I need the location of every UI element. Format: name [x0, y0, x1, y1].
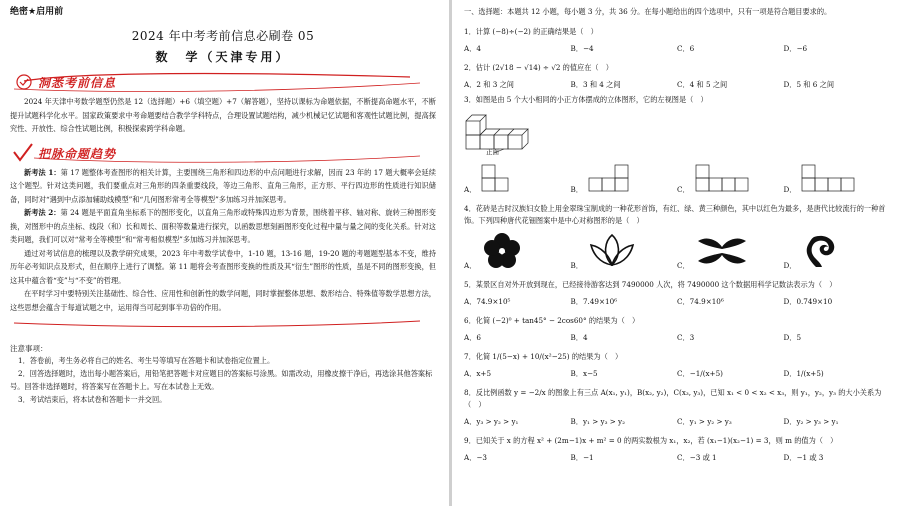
option-b — [571, 163, 678, 195]
option-b: B．y₁ > y₃ > y₂ — [570, 417, 625, 426]
banner-insight-text: 洞悉考前信息 — [38, 76, 117, 90]
lotus-b-icon — [587, 231, 637, 271]
flower-a-icon — [480, 231, 524, 271]
option-d — [784, 163, 891, 195]
view-a-figure — [480, 163, 520, 195]
question-3-solid-figure — [464, 109, 890, 156]
notice-1: 1．答卷前，考生务必将自己的姓名、考生号等填写在答题卡和试卷指定位置上。 — [18, 356, 275, 365]
option-d: D．5 和 6 之间 — [783, 80, 835, 89]
option-d: D．0.749×10 — [783, 297, 833, 306]
option-b: B．4 — [570, 333, 588, 342]
option-a: A．−3 — [464, 453, 487, 462]
option-a: A．2 和 3 之间 — [464, 80, 514, 89]
question-6-options — [464, 333, 890, 343]
option-c-label: C． — [677, 185, 690, 194]
question-7 — [464, 351, 890, 379]
option-c-label: C． — [677, 261, 690, 270]
option-d-label: D． — [783, 261, 797, 270]
right-page — [452, 0, 900, 506]
exam-title: 2024 年中考考前信息必刷卷 05 — [131, 29, 315, 43]
banner-insight — [10, 69, 436, 95]
option-c: C．−3 或 1 — [677, 453, 717, 462]
trend-2 — [10, 206, 436, 247]
question-1 — [464, 26, 890, 54]
option-c: C．6 — [677, 44, 695, 53]
option-a: A．x+5 — [464, 369, 492, 378]
option-c: C．−1/(x+5) — [677, 369, 723, 378]
option-b-label: B． — [570, 185, 583, 194]
view-b-figure — [587, 163, 637, 195]
question-1-options — [464, 44, 890, 54]
banner-trend-text: 把脉命题趋势 — [38, 146, 117, 161]
question-6 — [464, 315, 890, 343]
question-8-stem: 8．反比例函数 y = −2/x 的图象上有三点 A(x₁, y₁)，B(x₂, y₂)，C(x₃, y₃)，已知 x₁ < 0 < x₂ < x₃，则 y₁，y₂，y₃ 的大小关系为（ ） — [464, 388, 882, 409]
question-7-stem: 7．化简 1/(5−x) + 10/(x²−25) 的结果为（ ） — [464, 352, 623, 361]
question-4-options — [464, 231, 890, 271]
secret-label: 绝密★启用前 — [10, 7, 64, 17]
option-a — [464, 231, 571, 271]
option-b: B．−1 — [570, 453, 594, 462]
option-c — [677, 231, 784, 271]
scroll-d-icon — [800, 231, 840, 271]
option-b-label: B． — [570, 261, 583, 270]
question-1-stem: 1．计算 (−8)÷(−2) 的正确结果是（ ） — [464, 27, 598, 36]
option-a — [464, 163, 571, 195]
option-b — [571, 231, 678, 271]
cube-stack-figure — [464, 109, 584, 153]
question-4 — [464, 203, 890, 271]
trend-4: 在平时学习中要特别关注基础性、综合性、应用性和创新性的数学问题，同时掌握整体思想、数形结合、特殊值等数学思想方法，这些思想会蕴含于每道试题之中，运用得当可起到事半功倍的作用。 — [10, 289, 436, 312]
question-5 — [464, 279, 890, 307]
option-c: C．74.9×10⁶ — [677, 297, 724, 306]
trend-1-label: 新考法 1： — [24, 167, 61, 177]
question-7-options — [464, 369, 890, 379]
notice-title: 注意事项： — [10, 344, 48, 353]
cloud-c-icon — [694, 231, 750, 271]
question-8-options — [464, 417, 890, 427]
question-2-options — [464, 80, 890, 90]
trend-3: 通过对考试信息的梳理以及教学研究成果，2023 年中考数学试卷中，1-10 题，13-16 题，19-20 题的考题题型基本不变，维持历年必考知识点及形式，但在顺序上进行了调整。第 11 题将会考查图形变换的性质及其“衍生”图形的性质，虽是不同的图形变换，但这其中蕴含着“变”与“不变”的哲理。 — [10, 248, 436, 285]
banner-trend — [10, 140, 436, 166]
question-2 — [464, 62, 890, 90]
option-c: C．4 和 5 之间 — [677, 80, 728, 89]
section-header: 一、选择题：本题共 12 小题，每小题 3 分，共 36 分。在每小题给出的四个选项中，只有一项是符合题目要求的。 — [464, 7, 832, 16]
notice-2: 2．回答选择题时，选出每小题答案后，用铅笔把答题卡对应题目的答案标号涂黑。如需改动，用橡皮擦干净后，再选涂其他答案标号。回答非选择题时，将答案写在答题卡上。写在本试卷上无效。 — [10, 369, 433, 391]
option-d: D．5 — [783, 333, 802, 342]
question-3-options — [464, 163, 890, 195]
notice-3: 3．考试结束后，将本试卷和答题卡一并交回。 — [18, 395, 167, 404]
option-a: A．y₃ > y₂ > y₁ — [464, 417, 519, 426]
option-d: D．−1 或 3 — [783, 453, 824, 462]
option-c — [677, 163, 784, 195]
question-5-options — [464, 297, 890, 307]
trend-1-text: 第 17 题整体考查图形的相关计算，主要围绕三角形和四边形的中点问题进行求解，因而 23 年的 17 题大概率会延续这个题型。针对这类问题，我们要重点对三角形的四条重要线段，等边三角形、直角三角形，正方形、平行四边形的性质进行知识储备，同时对“遇到中点添加辅助线模型”和“几何图形常考全等模型”多加练习并加深思考。 — [10, 167, 436, 204]
option-d-label: D． — [783, 185, 797, 194]
question-9 — [464, 435, 890, 463]
option-d — [784, 231, 891, 271]
question-8 — [464, 387, 890, 427]
option-b: B．3 和 4 之间 — [570, 80, 621, 89]
question-3-stem: 3．如图是由 5 个大小相同的小正方体摆成的立体图形，它的左视图是（ ） — [464, 95, 708, 104]
divider-swoosh-icon — [10, 319, 430, 329]
view-d-figure — [800, 163, 864, 195]
option-b: B．7.49×10⁶ — [570, 297, 618, 306]
option-a-label: A． — [464, 185, 477, 194]
option-a: A．6 — [464, 333, 481, 342]
option-d: D．−6 — [783, 44, 808, 53]
exam-subtitle: 数 学（天津专用） — [155, 50, 291, 64]
option-c: C．3 — [677, 333, 695, 342]
question-5-stem: 5．某景区自对外开放到现在，已经接待游客达到 7490000 人次，将 7490000 这个数据用科学记数法表示为（ ） — [464, 280, 837, 289]
trend-2-label: 新考法 2： — [24, 208, 61, 217]
option-a-label: A． — [464, 261, 477, 270]
view-c-figure — [694, 163, 758, 195]
question-3 — [464, 94, 890, 195]
option-d: D．y₂ > y₃ > y₁ — [783, 417, 839, 426]
trend-2-text: 第 24 题是平面直角坐标系下的图形变化，以直角三角形或特殊四边形为背景，围绕着平移、轴对称、旋转三种图形变换，对图形中的点坐标、线段（和）长和周长、面积等数量进行探究，以函数思想刻画图形变化过程中量与量之间的变化关系。针对这类问题，我们可以对“常考全等模型”和“常考相似模型”多加练习并加深思考。 — [10, 208, 436, 244]
front-label: 正面 — [486, 148, 499, 156]
left-page — [0, 0, 448, 506]
option-a: A．4 — [464, 44, 481, 53]
question-2-stem: 2．估计 (2√18 − √14) ÷ √2 的值应在（ ） — [464, 63, 613, 72]
option-b: B．−4 — [570, 44, 594, 53]
trend-1 — [10, 166, 436, 207]
question-4-stem: 4．花砖是古时汉族妇女脸上用金翠珠宝制成的一种花形首饰，有红、绿、黄三种颜色，其中以红色为最多，是唐代比较流行的一种首饰。下列四种唐代花钿图案中是中心对称图形的是（ ） — [464, 204, 886, 225]
option-c: C．y₁ > y₂ > y₃ — [677, 417, 732, 426]
option-a: A．74.9×10⁵ — [464, 297, 511, 306]
question-9-stem: 9．已知关于 x 的方程 x² + (2m−1)x + m² = 0 的两实数根为 x₁，x₂，若 (x₁−1)(x₂−1) = 3，则 m 的值为（ ） — [464, 436, 838, 445]
option-d: D．1/(x+5) — [783, 369, 824, 378]
question-6-stem: 6．化简 (−2)⁰ + tan45° − 2cos60° 的结果为（ ） — [464, 316, 640, 325]
intro-paragraph: 2024 年天津中考数学题型仍然是 12（选择题）+6（填空题）+7（解答题），坚持以课标为命题依据，不断提高命题水平，不断提升试题科学化水平。国家政策要求中考命题要结合教学学科特点，合理设置试题结构，减少机械记忆试题和客观性试题比例，提高探究性、开放性、综合性试题比例，积极探索跨学科命题。 — [10, 97, 436, 133]
question-9-options — [464, 453, 890, 463]
option-b: B．x−5 — [570, 369, 598, 378]
